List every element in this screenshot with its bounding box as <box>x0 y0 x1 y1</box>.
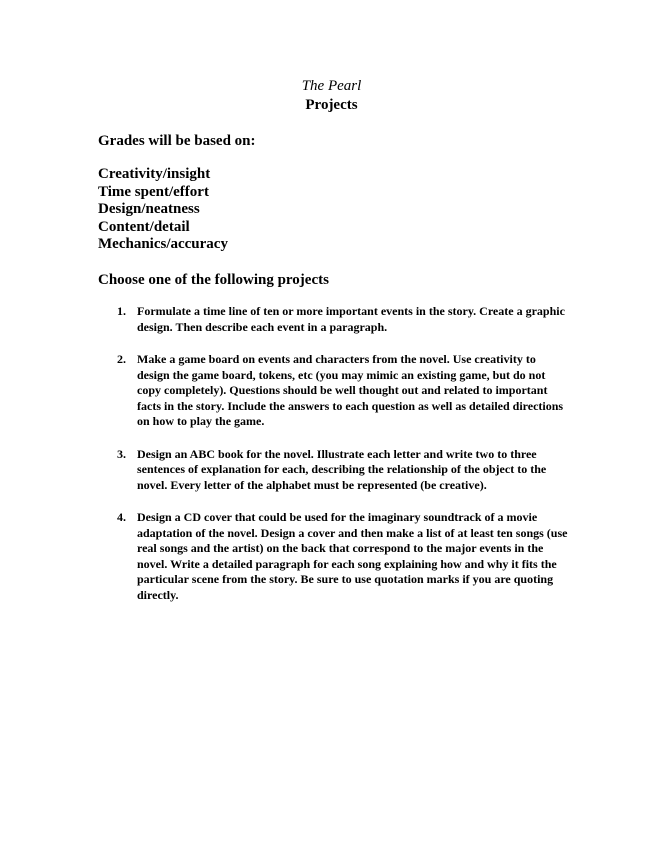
grading-criteria-list <box>98 166 228 254</box>
grades-heading: Grades will be based on: <box>98 133 256 149</box>
project-item-2 <box>0 352 663 430</box>
project-item-3 <box>0 447 663 494</box>
criterion-mechanics: Mechanics/accuracy <box>98 236 228 252</box>
project-number: 3. <box>117 446 126 461</box>
project-description: Formulate a time line of ten or more important events in the story. Create a graphic design. Then describe each event in a paragraph. <box>137 304 565 334</box>
project-description: Design a CD cover that could be used for the imaginary soundtrack of a movie adaptation of the novel. Design a cover and then make a list of at least ten songs (use real songs and the artist) on the back that correspond to the major events in the novel. Write a detailed paragraph for each song explaining how and why it fits the particular scene from the story. Be sure to use quotation marks if you are quoting directly. <box>137 510 568 602</box>
project-item-1 <box>0 304 663 335</box>
criterion-design: Design/neatness <box>98 201 200 217</box>
document-subtitle: Projects <box>305 97 358 113</box>
project-item-4 <box>0 510 663 603</box>
project-number: 4. <box>117 510 126 524</box>
criterion-creativity: Creativity/insight <box>98 166 211 182</box>
document-title: The Pearl <box>301 78 362 94</box>
project-number: 2. <box>117 352 126 366</box>
project-description: Design an ABC book for the novel. Illustrate each letter and write two to three sentences of explanation for each, describing the relationship of the object to the novel. Every letter of the alphabet must be represented (be creative). <box>137 446 547 492</box>
project-number: 1. <box>117 304 126 318</box>
project-description: Make a game board on events and characters from the novel. Use creativity to design the game board, tokens, etc (you may mimic an existing game, but do not copy completely). Questions should be well thought out and related to important facts in the story. Include the answers to each question as well as detailed directions on how to play the game. <box>137 352 564 428</box>
criterion-content: Content/detail <box>98 218 190 235</box>
projects-heading: Choose one of the following projects <box>98 272 329 288</box>
criterion-time: Time spent/effort <box>98 183 209 200</box>
projects-list <box>0 304 663 620</box>
